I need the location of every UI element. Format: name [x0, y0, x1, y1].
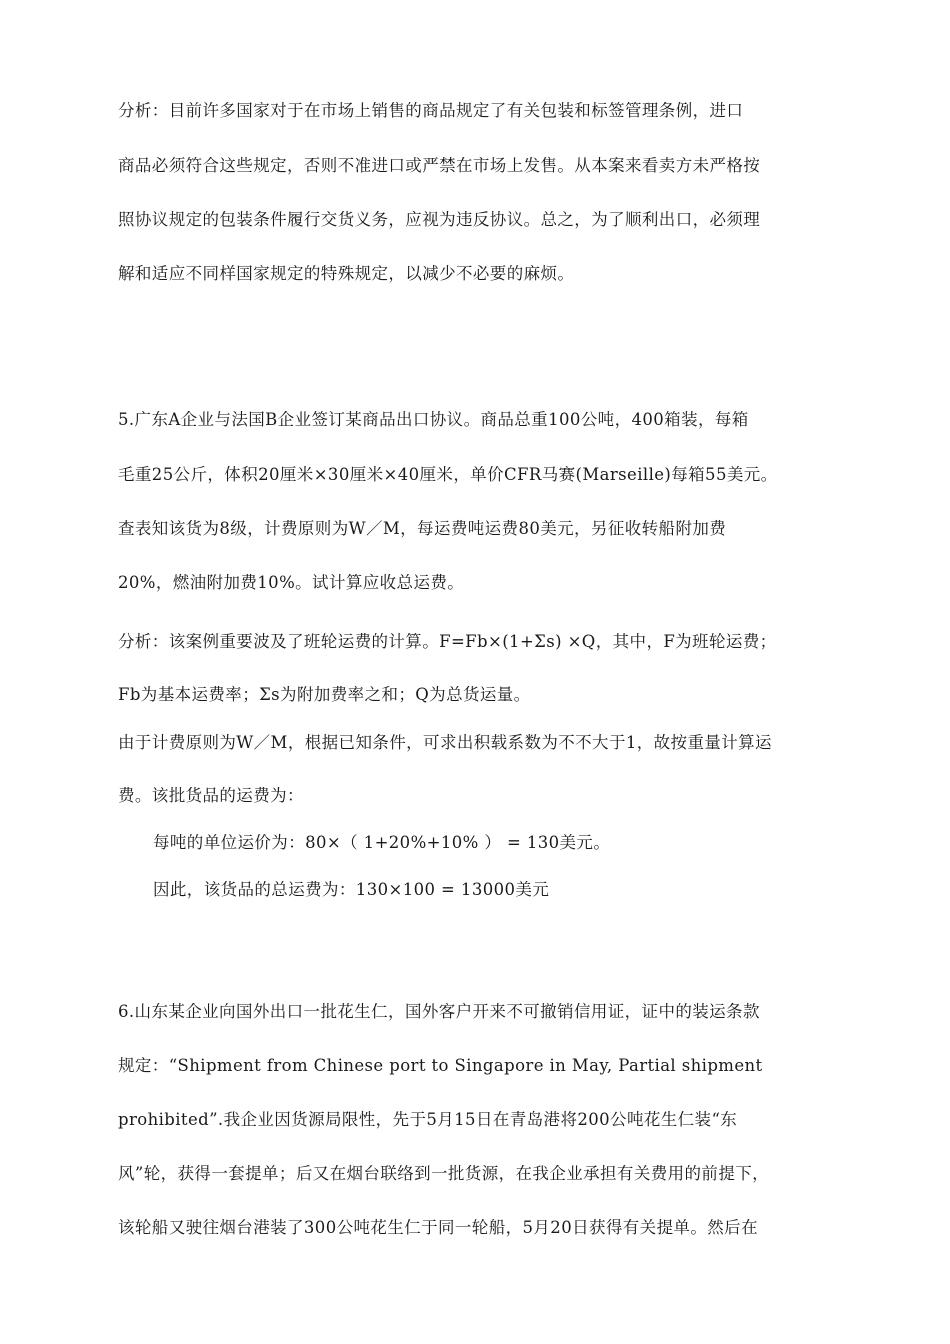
- text-line: Fb为基本运费率；Σs为附加费率之和；Q为总货运量。: [118, 685, 531, 704]
- text-line: 分析：该案例重要波及了班轮运费的计算。F=Fb×(1+Σs) ×Q，其中，F为班轮运费；: [118, 632, 777, 651]
- text-line: 20%，燃油附加费10%。试计算应收总运费。: [118, 573, 465, 592]
- text-line: 查表知该货为8级，计费原则为W／M，每运费吨运费80美元，另征收转船附加费: [118, 519, 727, 538]
- text-line: 解和适应不同样国家规定的特殊规定，以减少不必要的麻烦。: [118, 264, 575, 283]
- text-line: 6.山东某企业向国外出口一批花生仁，国外客户开来不可撤销信用证，证中的装运条款: [118, 1002, 760, 1021]
- text-line: 商品必须符合这些规定，否则不准进口或严禁在市场上发售。从本案来看卖方未严格按: [118, 156, 761, 175]
- text-line: 照协议规定的包装条件履行交货义务，应视为违反协议。总之，为了顺利出口，必须理: [118, 210, 761, 229]
- text-line: 风”轮，获得一套提单；后又在烟台联络到一批货源，在我企业承担有关费用的前提下，: [118, 1164, 770, 1183]
- text-line: 5.广东A企业与法国B企业签订某商品出口协议。商品总重100公吨，400箱装，每箱: [118, 410, 749, 429]
- calc-line: 每吨的单位运价为：80×（ 1+20%+10% ） = 130美元。: [153, 833, 611, 852]
- text-line: 该轮船又驶往烟台港装了300公吨花生仁于同一轮船，5月20日获得有关提单。然后在: [118, 1218, 758, 1237]
- text-line: 规定：“Shipment from Chinese port to Singapore in May, Partial shipment: [118, 1056, 763, 1075]
- text-line: 分析：目前许多国家对于在市场上销售的商品规定了有关包装和标签管理条例，进口: [118, 101, 744, 120]
- text-line: 由于计费原则为W／M，根据已知条件，可求出积载系数为不不大于1，故按重量计算运: [118, 733, 772, 752]
- text-line: 费。该批货品的运费为：: [118, 786, 304, 805]
- text-line: 毛重25公斤，体积20厘米×30厘米×40厘米，单价CFR马赛(Marseille)每箱55美元。: [118, 465, 778, 484]
- text-line: prohibited”.我企业因货源局限性，先于5月15日在青岛港将200公吨花生仁装“东: [118, 1110, 738, 1129]
- calc-line: 因此，该货品的总运费为：130×100 = 13000美元: [153, 880, 550, 899]
